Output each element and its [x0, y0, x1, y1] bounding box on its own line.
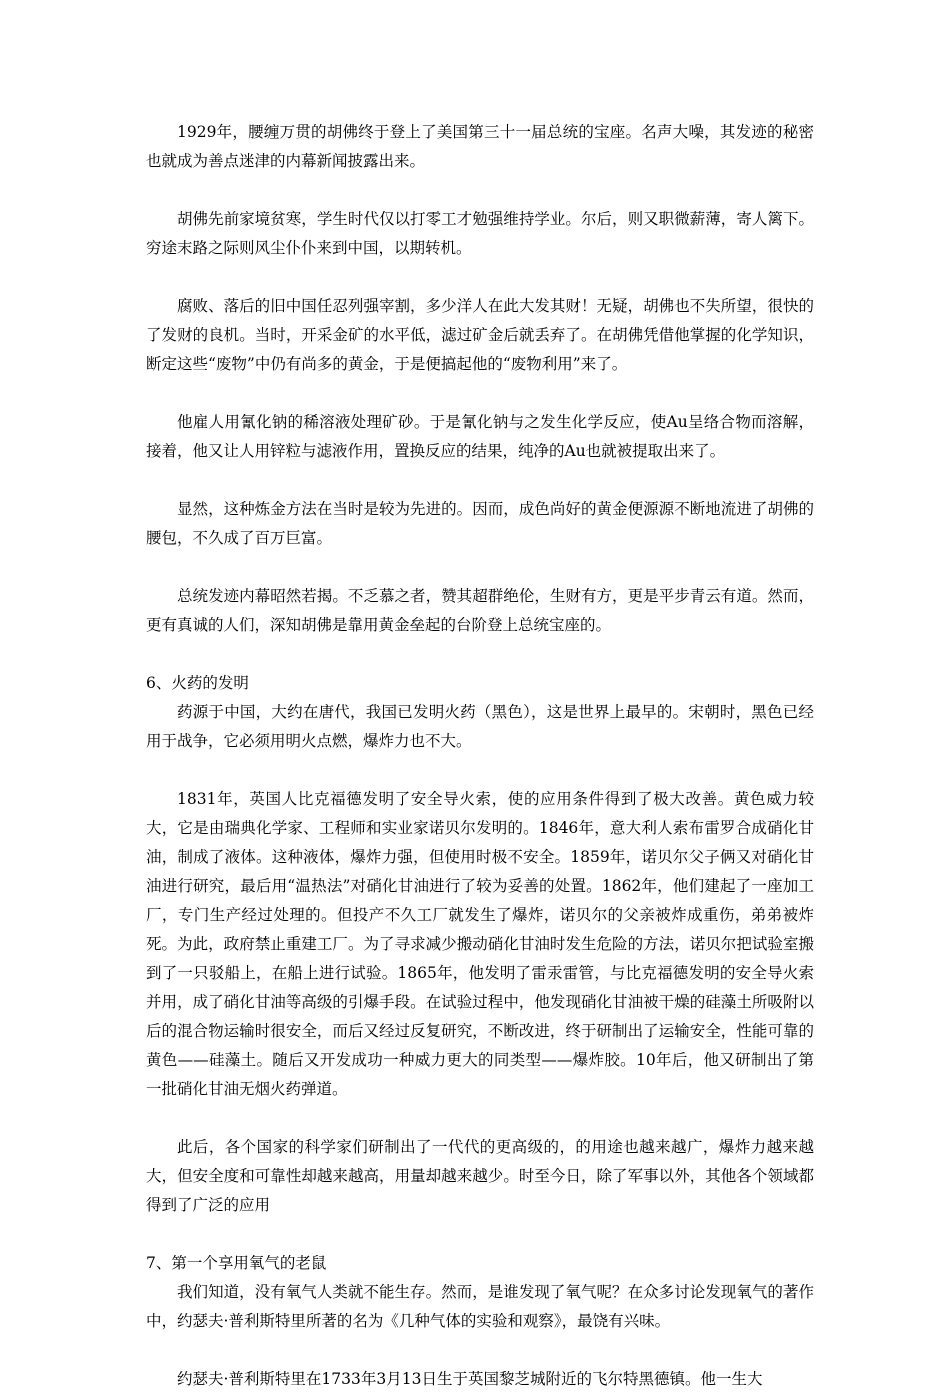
paragraph: 他雇人用氰化钠的稀溶液处理矿砂。于是氰化钠与之发生化学反应，使Au呈络合物而溶解，接着，他又让人用锌粒与滤液作用，置换反应的结果，纯净的Au也就被提取出来了。 — [146, 413, 814, 460]
paragraph: 我们知道，没有氧气人类就不能生存。然而，是谁发现了氧气呢？在众多讨论发现氧气的著作中，约瑟夫·普利斯特里所著的名为《几种气体的实验和观察》，最饶有兴味。 — [146, 1283, 814, 1330]
paragraph: 药源于中国，大约在唐代，我国已发明火药（黑色），这是世界上最早的。宋朝时，黑色已经用于战争，它必须用明火点燃，爆炸力也不大。 — [146, 703, 814, 750]
paragraph: 此后，各个国家的科学家们研制出了一代代的更高级的，的用途也越来越广，爆炸力越来越大，但安全度和可靠性却越来越高，用量却越来越少。时至今日，除了军事以外，其他各个领域都得到了广泛的应用 — [146, 1138, 814, 1214]
section-heading-gunpowder: 6、火药的发明 — [146, 674, 249, 692]
paragraph: 胡佛先前家境贫寒，学生时代仅以打零工才勉强维持学业。尔后，则又职微薪薄，寄人篱下。穷途末路之际则风尘仆仆来到中国，以期转机。 — [146, 210, 814, 257]
paragraph: 1831年，英国人比克福德发明了安全导火索，使的应用条件得到了极大改善。黄色威力较大，它是由瑞典化学家、工程师和实业家诺贝尔发明的。1846年，意大利人索布雷罗合成硝化甘油，制成了液体。这种液体，爆炸力强，但使用时极不安全。1859年，诺贝尔父子俩又对硝化甘油进行研究，最后用“温热法”对硝化甘油进行了较为妥善的处置。1862年，他们建起了一座加工厂，专门生产经过处理的。但投产不久工厂就发生了爆炸，诺贝尔的父亲被炸成重伤，弟弟被炸死。为此，政府禁止重建工厂。为了寻求减少搬动硝化甘油时发生危险的方法，诺贝尔把试验室搬到了一只驳船上，在船上进行试验。1865年，他发明了雷汞雷管，与比克福德发明的安全导火索并用，成了硝化甘油等高级的引爆手段。在试验过程中，他发现硝化甘油被干燥的硅藻土所吸附以后的混合物运输时很安全，而后又经过反复研究，不断改进，终于研制出了运输安全，性能可靠的黄色——硅藻土。随后又开发成功一种威力更大的同类型——爆炸胶。10年后，他又研制出了第一批硝化甘油无烟火药弹道。 — [146, 790, 814, 1098]
paragraph: 1929年，腰缠万贯的胡佛终于登上了美国第三十一届总统的宝座。名声大噪，其发迹的秘密也就成为善点迷津的内幕新闻披露出来。 — [146, 123, 814, 170]
paragraph: 腐败、落后的旧中国任忍列强宰割，多少洋人在此大发其财！无疑，胡佛也不失所望，很快的了发财的良机。当时，开采金矿的水平低，滤过矿金后就丢弃了。在胡佛凭借他掌握的化学知识，断定这些“废物”中仍有尚多的黄金，于是便搞起他的“废物利用”来了。 — [146, 297, 814, 373]
paragraph: 显然，这种炼金方法在当时是较为先进的。因而，成色尚好的黄金便源源不断地流进了胡佛的腰包，不久成了百万巨富。 — [146, 500, 814, 547]
paragraph: 约瑟夫·普利斯特里在1733年3月13日生于英国黎芝城附近的飞尔特黑德镇。他一生大 — [177, 1370, 763, 1388]
document-body — [146, 118, 814, 1394]
section-heading-oxygen-mouse: 7、第一个享用氧气的老鼠 — [146, 1254, 327, 1272]
paragraph: 总统发迹内幕昭然若揭。不乏慕之者，赞其超群绝伦，生财有方，更是平步青云有道。然而，更有真诚的人们，深知胡佛是靠用黄金垒起的台阶登上总统宝座的。 — [146, 587, 814, 634]
